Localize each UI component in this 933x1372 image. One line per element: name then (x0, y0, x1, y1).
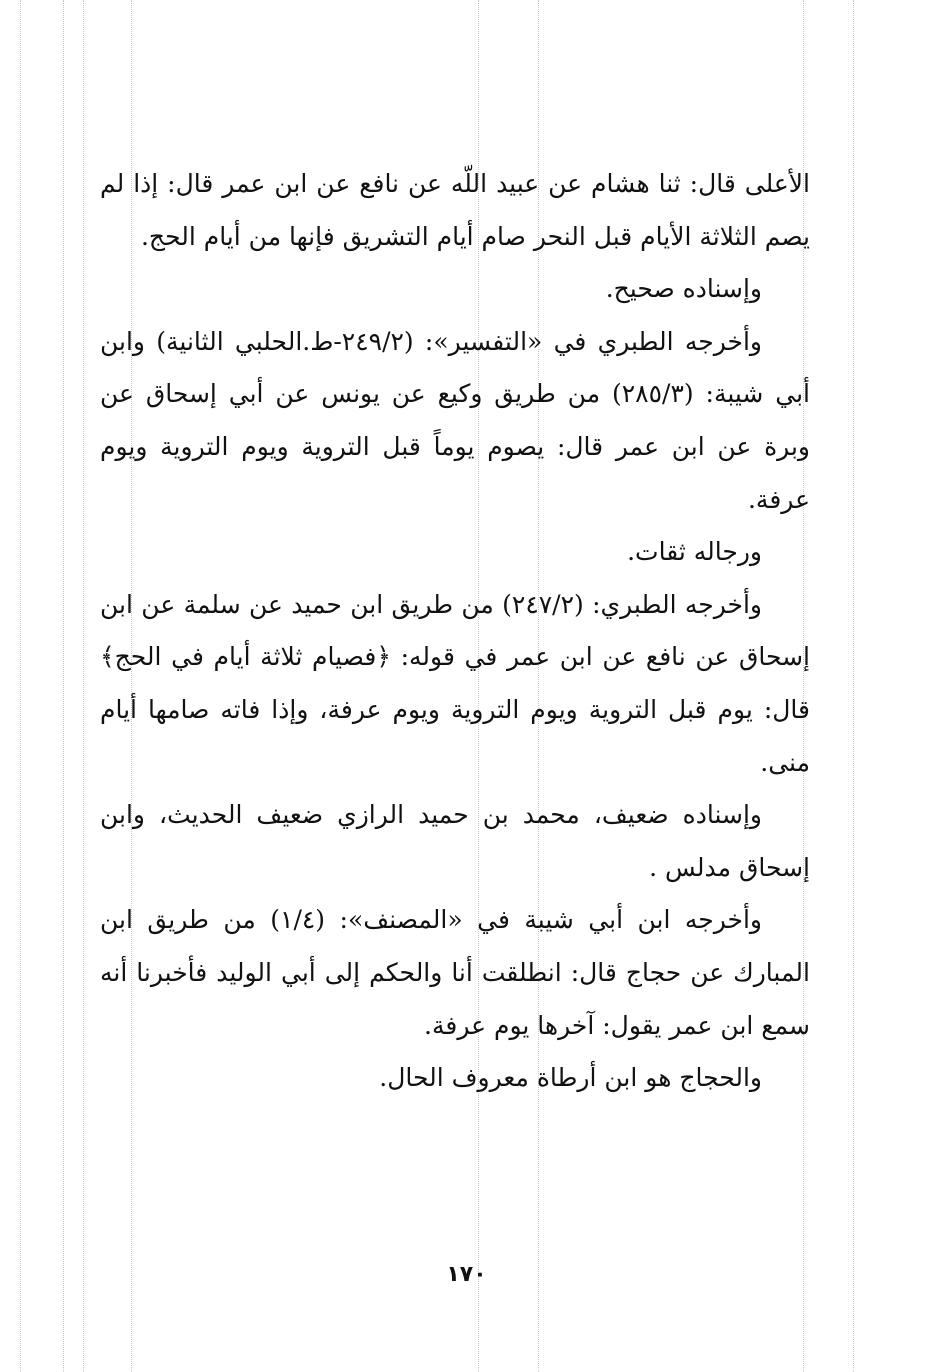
paragraph: وأخرجه الطبري: (٢٤٧/٢) من طريق ابن حميد عن سلمة عن ابن إسحاق عن نافع عن ابن عمر في قوله: ﴿فصيام ثلاثة أيام في الحج﴾ قال: يوم قبل التروية ويوم التروية ويوم عرفة، وإذا فاته صامها أيام منى. (100, 589, 810, 777)
page-number: ١٧٠ (446, 1262, 487, 1287)
scan-guide-line (83, 0, 84, 1372)
main-text (100, 158, 810, 1105)
paragraph: وأخرجه الطبري في «التفسير»: (٢٤٩/٢-ط.الحلبي الثانية) وابن أبي شيبة: (٢٨٥/٣) من طريق وكيع عن يونس عن أبي إسحاق عن وبرة عن ابن عمر قال: يصوم يوماً قبل التروية ويوم التروية ويوم عرفة. (100, 326, 811, 514)
paragraph: الأعلى قال: ثنا هشام عن عبيد اللّه عن نافع عن ابن عمر قال: إذا لم يصم الثلاثة الأيام قبل النحر صام أيام التشريق فإنها من أيام الحج. (100, 169, 810, 251)
scan-guide-line (853, 0, 854, 1372)
scan-guide-line (63, 0, 64, 1372)
paragraph: وإسناده ضعيف، محمد بن حميد الرازي ضعيف الحديث، وابن إسحاق مدلس . (100, 800, 810, 882)
paragraph: وأخرجه ابن أبي شيبة في «المصنف»: (١/٤) من طريق ابن المبارك عن حجاج قال: انطلقت أنا والحكم إلى أبي الوليد فأخبرنا أنه سمع ابن عمر يقول: آخرها يوم عرفة. (100, 905, 810, 1040)
paragraph: ورجاله ثقات. (627, 537, 762, 567)
paragraph: والحجاج هو ابن أرطاة معروف الحال. (379, 1063, 762, 1093)
scan-guide-line (20, 0, 21, 1372)
paragraph: وإسناده صحيح. (605, 274, 762, 304)
